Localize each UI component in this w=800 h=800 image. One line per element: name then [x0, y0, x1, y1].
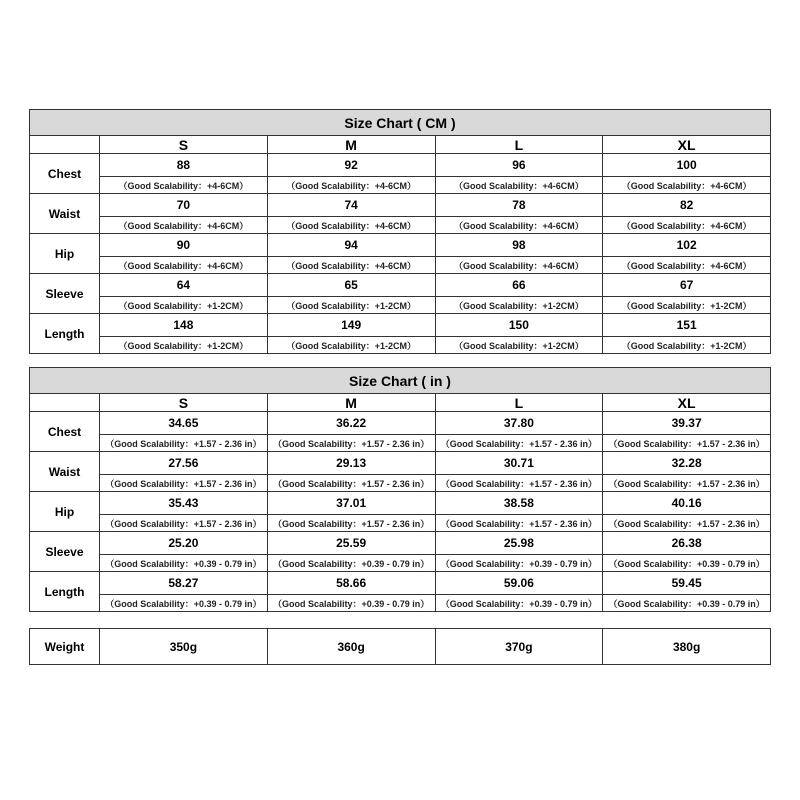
- scalability-note: （Good Scalability：+1-2CM）: [267, 337, 435, 354]
- table-row: [30, 297, 771, 314]
- table-row: [30, 475, 771, 492]
- value-cell: 64: [100, 274, 268, 297]
- scalability-note: （Good Scalability：+0.39 - 0.79 in）: [100, 555, 268, 572]
- scalability-note: （Good Scalability：+0.39 - 0.79 in）: [100, 595, 268, 612]
- table-row: [30, 452, 771, 475]
- value-cell: 30.71: [435, 452, 603, 475]
- size-chart-inch-table: [29, 367, 771, 612]
- value-cell: 151: [603, 314, 771, 337]
- weight-table: [29, 628, 771, 665]
- scalability-note: （Good Scalability：+1.57 - 2.36 in）: [100, 435, 268, 452]
- scalability-note: （Good Scalability：+1.57 - 2.36 in）: [100, 475, 268, 492]
- size-header-m: M: [267, 136, 435, 154]
- scalability-note: （Good Scalability：+4-6CM）: [435, 177, 603, 194]
- scalability-note: （Good Scalability：+1-2CM）: [267, 297, 435, 314]
- table-row: [30, 274, 771, 297]
- table-row: [30, 629, 771, 665]
- weight-cell: 360g: [267, 629, 435, 665]
- value-cell: 27.56: [100, 452, 268, 475]
- size-header-s: S: [100, 394, 268, 412]
- value-cell: 26.38: [603, 532, 771, 555]
- value-cell: 66: [435, 274, 603, 297]
- table-row: [30, 314, 771, 337]
- value-cell: 92: [267, 154, 435, 177]
- scalability-note: （Good Scalability：+4-6CM）: [603, 177, 771, 194]
- value-cell: 36.22: [267, 412, 435, 435]
- value-cell: 39.37: [603, 412, 771, 435]
- scalability-note: （Good Scalability：+1.57 - 2.36 in）: [100, 515, 268, 532]
- scalability-note: （Good Scalability：+1-2CM）: [435, 337, 603, 354]
- size-header-l: L: [435, 394, 603, 412]
- value-cell: 35.43: [100, 492, 268, 515]
- row-label-hip: Hip: [30, 492, 100, 532]
- size-chart-cm-table: [29, 109, 771, 354]
- scalability-note: （Good Scalability：+1-2CM）: [603, 337, 771, 354]
- value-cell: 149: [267, 314, 435, 337]
- scalability-note: （Good Scalability：+0.39 - 0.79 in）: [267, 595, 435, 612]
- value-cell: 37.80: [435, 412, 603, 435]
- scalability-note: （Good Scalability：+1.57 - 2.36 in）: [267, 475, 435, 492]
- scalability-note: （Good Scalability：+4-6CM）: [435, 257, 603, 274]
- scalability-note: （Good Scalability：+0.39 - 0.79 in）: [267, 555, 435, 572]
- value-cell: 78: [435, 194, 603, 217]
- value-cell: 150: [435, 314, 603, 337]
- value-cell: 40.16: [603, 492, 771, 515]
- scalability-note: （Good Scalability：+0.39 - 0.79 in）: [603, 595, 771, 612]
- size-chart-inch-title: Size Chart ( in ): [30, 368, 771, 394]
- scalability-note: （Good Scalability：+1.57 - 2.36 in）: [435, 515, 603, 532]
- table-row: [30, 217, 771, 234]
- scalability-note: （Good Scalability：+4-6CM）: [267, 217, 435, 234]
- table-row: [30, 154, 771, 177]
- row-label-sleeve: Sleeve: [30, 532, 100, 572]
- value-cell: 98: [435, 234, 603, 257]
- table-row: [30, 492, 771, 515]
- value-cell: 32.28: [603, 452, 771, 475]
- scalability-note: （Good Scalability：+0.39 - 0.79 in）: [435, 555, 603, 572]
- scalability-note: （Good Scalability：+1.57 - 2.36 in）: [603, 475, 771, 492]
- weight-cell: 350g: [100, 629, 268, 665]
- scalability-note: （Good Scalability：+1-2CM）: [100, 337, 268, 354]
- table-row: [30, 555, 771, 572]
- value-cell: 70: [100, 194, 268, 217]
- value-cell: 67: [603, 274, 771, 297]
- value-cell: 100: [603, 154, 771, 177]
- table-row: [30, 435, 771, 452]
- row-label-hip: Hip: [30, 234, 100, 274]
- table-row: [30, 532, 771, 555]
- scalability-note: （Good Scalability：+1-2CM）: [603, 297, 771, 314]
- row-label-chest: Chest: [30, 154, 100, 194]
- row-label-waist: Waist: [30, 194, 100, 234]
- scalability-note: （Good Scalability：+1.57 - 2.36 in）: [435, 435, 603, 452]
- row-label-weight: Weight: [30, 629, 100, 665]
- table-row: [30, 177, 771, 194]
- value-cell: 90: [100, 234, 268, 257]
- value-cell: 94: [267, 234, 435, 257]
- row-label-waist: Waist: [30, 452, 100, 492]
- row-label-sleeve: Sleeve: [30, 274, 100, 314]
- scalability-note: （Good Scalability：+4-6CM）: [100, 177, 268, 194]
- table-row: [30, 194, 771, 217]
- row-label-chest: Chest: [30, 412, 100, 452]
- value-cell: 58.27: [100, 572, 268, 595]
- scalability-note: （Good Scalability：+4-6CM）: [100, 217, 268, 234]
- table-row: [30, 595, 771, 612]
- table-row: [30, 234, 771, 257]
- row-label-length: Length: [30, 572, 100, 612]
- corner-cell: [30, 136, 100, 154]
- value-cell: 82: [603, 194, 771, 217]
- table-row: [30, 257, 771, 274]
- table-row: [30, 515, 771, 532]
- value-cell: 34.65: [100, 412, 268, 435]
- weight-cell: 370g: [435, 629, 603, 665]
- value-cell: 148: [100, 314, 268, 337]
- size-header-s: S: [100, 136, 268, 154]
- scalability-note: （Good Scalability：+1.57 - 2.36 in）: [267, 435, 435, 452]
- scalability-note: （Good Scalability：+4-6CM）: [603, 217, 771, 234]
- scalability-note: （Good Scalability：+0.39 - 0.79 in）: [603, 555, 771, 572]
- scalability-note: （Good Scalability：+4-6CM）: [267, 177, 435, 194]
- value-cell: 59.06: [435, 572, 603, 595]
- size-header-xl: XL: [603, 136, 771, 154]
- value-cell: 37.01: [267, 492, 435, 515]
- value-cell: 25.59: [267, 532, 435, 555]
- value-cell: 65: [267, 274, 435, 297]
- value-cell: 88: [100, 154, 268, 177]
- scalability-note: （Good Scalability：+1.57 - 2.36 in）: [603, 435, 771, 452]
- value-cell: 96: [435, 154, 603, 177]
- size-header-l: L: [435, 136, 603, 154]
- size-header-xl: XL: [603, 394, 771, 412]
- value-cell: 74: [267, 194, 435, 217]
- size-header-m: M: [267, 394, 435, 412]
- weight-cell: 380g: [603, 629, 771, 665]
- scalability-note: （Good Scalability：+4-6CM）: [435, 217, 603, 234]
- scalability-note: （Good Scalability：+4-6CM）: [603, 257, 771, 274]
- size-chart-cm-title: Size Chart ( CM ): [30, 110, 771, 136]
- row-label-length: Length: [30, 314, 100, 354]
- scalability-note: （Good Scalability：+1.57 - 2.36 in）: [435, 475, 603, 492]
- table-row: [30, 337, 771, 354]
- value-cell: 25.98: [435, 532, 603, 555]
- value-cell: 29.13: [267, 452, 435, 475]
- scalability-note: （Good Scalability：+1-2CM）: [435, 297, 603, 314]
- scalability-note: （Good Scalability：+1.57 - 2.36 in）: [603, 515, 771, 532]
- value-cell: 58.66: [267, 572, 435, 595]
- value-cell: 59.45: [603, 572, 771, 595]
- scalability-note: （Good Scalability：+1.57 - 2.36 in）: [267, 515, 435, 532]
- corner-cell: [30, 394, 100, 412]
- table-row: [30, 572, 771, 595]
- value-cell: 102: [603, 234, 771, 257]
- scalability-note: （Good Scalability：+4-6CM）: [267, 257, 435, 274]
- scalability-note: （Good Scalability：+4-6CM）: [100, 257, 268, 274]
- table-row: [30, 412, 771, 435]
- scalability-note: （Good Scalability：+0.39 - 0.79 in）: [435, 595, 603, 612]
- value-cell: 25.20: [100, 532, 268, 555]
- scalability-note: （Good Scalability：+1-2CM）: [100, 297, 268, 314]
- value-cell: 38.58: [435, 492, 603, 515]
